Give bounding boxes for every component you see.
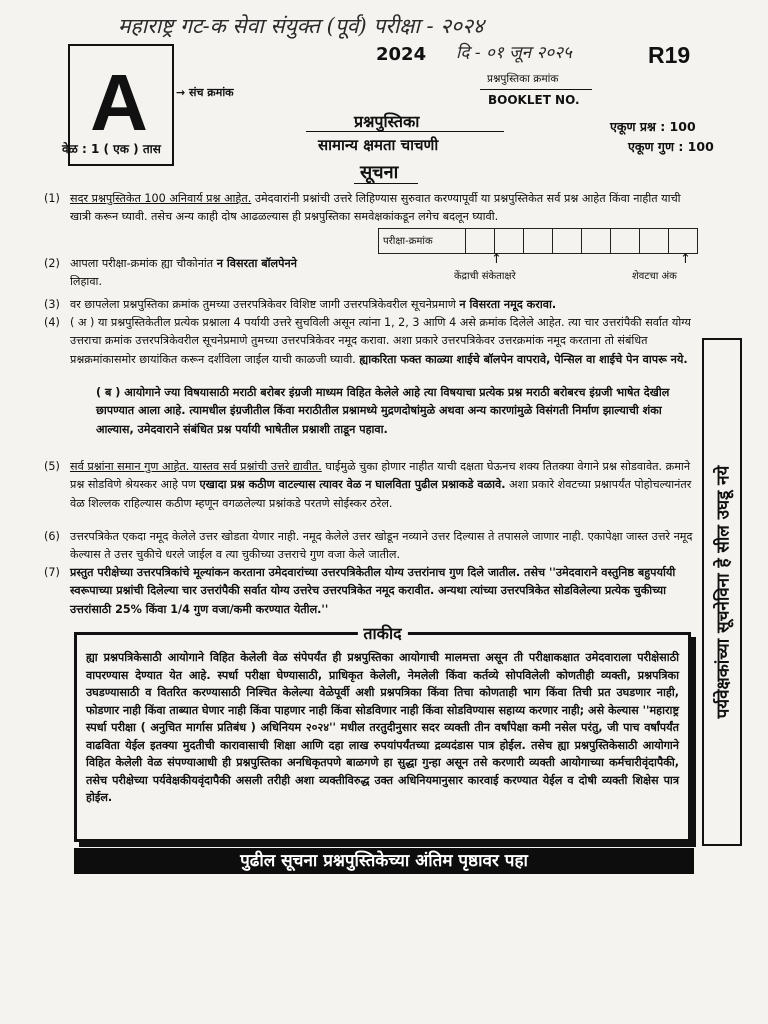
- instruction-1: [44, 190, 694, 227]
- instruction-5-tail: अशा प्रकारे शेवटच्या प्रश्नापर्यंत पोहोचल्यानंतर वेळ शिल्लक राहिल्यास कठीण म्हणून वगळलेल्या प्रश्नांकडे परतणे सोईस्कर ठरेल.: [70, 478, 692, 510]
- warning-box: [74, 624, 691, 842]
- digit-cell[interactable]: [610, 229, 639, 253]
- instruction-4a-text: ( अ ) या प्रश्नपुस्तिकेतील प्रत्येक प्रश्नाला 4 पर्यायी उत्तरे सुचविली असून त्यांना 1, 2, 3 आणि 4 असे क्रमांक दिलेले आहेत. त्या चार उत्तरांपैकी सर्वात योग्य उत्तराचा क्रमांक उत्तरपत्रिकेवरील सूचनेप्रमाणे तुमच्या उत्तरपत्रिकेवर नमूद करावा. अशा प्रकारे उत्तरपत्रिकेवर उत्तरक्रमांक नमूद करताना तो संबंधित प्रश्नक्रमांकासमोर छायांकित करून दर्शविला जाईल याची काळजी घ्यावी.: [70, 316, 691, 366]
- instruction-7: [44, 564, 694, 619]
- heading-underline: [354, 183, 418, 184]
- exam-year: 2024: [376, 44, 427, 65]
- instruction-number: (5): [44, 460, 60, 473]
- instruction-6: [44, 528, 694, 565]
- exam-number-label: परीक्षा-क्रमांक: [383, 236, 433, 247]
- instruction-5: [44, 458, 694, 513]
- last-digit-arrow-icon: ↑: [680, 252, 691, 267]
- instruction-5-lead-2: यास्तव सर्व प्रश्नांची उत्तरे द्यावीत.: [189, 460, 322, 473]
- seal-warning-banner: [702, 338, 742, 846]
- booklet-title: प्रश्नपुस्तिका: [354, 112, 420, 131]
- instruction-1-text: उमेदवारांनी प्रश्नांची उत्तरे लिहिण्यास सुरुवात करण्यापूर्वी या प्रश्नपुस्तिकेत सर्व प्रश्न आहेत किंवा नाहीत याची खात्री करून घ्यावी. तसेच अन्य काही दोष आढळल्यास ही प्रश्नपुस्तिका समवेक्षकांकडून लगेच बदलून घ्यावी.: [70, 192, 681, 224]
- series-label: → संच क्रमांक: [176, 86, 234, 99]
- instruction-number: (4): [44, 316, 60, 329]
- digit-cell[interactable]: [639, 229, 668, 253]
- time-allowed: वेळ : 1 ( एक ) तास: [62, 142, 161, 156]
- instruction-4b: [96, 384, 696, 439]
- instruction-5-emphasis: एखादा प्रश्न कठीण वाटल्यास त्यावर वेळ न घालविता पुढील प्रश्नाकडे वळावे.: [199, 478, 506, 492]
- footer-notice: पुढील सूचना प्रश्नपुस्तिकेच्या अंतिम पृष्ठावर पहा: [74, 848, 694, 874]
- booklet-subtitle: सामान्य क्षमता चाचणी: [318, 136, 439, 154]
- handwritten-date: दि - ०१ जून २०२५: [456, 43, 572, 63]
- seal-warning-text: पर्यवेक्षकांच्या सूचनेविना हे सील उघडू नये: [713, 465, 734, 719]
- digit-cell[interactable]: [552, 229, 581, 253]
- instruction-2: [44, 255, 370, 292]
- instruction-4a-emphasis: ह्याकरिता फक्त काळ्या शाईचे बॉलपेन वापरावे, पेन्सिल वा शाईचे पेन वापरू नये.: [359, 352, 688, 366]
- digit-cell[interactable]: [465, 229, 494, 253]
- instruction-3: [44, 296, 694, 314]
- centre-code-label: केंद्राची संकेताक्षरे: [454, 271, 516, 282]
- instruction-number: (2): [44, 257, 60, 270]
- instruction-5-text: घाईमुळे चुका होणार नाहीत याची दक्षता घेऊनच शक्य तितक्या वेगाने प्रश्न सोडवावेत. क्रमाने प्रश्न सोडविणे श्रेयस्कर आहे पण: [70, 460, 691, 492]
- title-divider: [306, 131, 504, 132]
- instructions-heading: सूचना: [360, 162, 399, 183]
- digit-cell[interactable]: [523, 229, 552, 253]
- digit-cell[interactable]: [668, 229, 697, 253]
- handwritten-exam-title: महाराष्ट्र गट-क सेवा संयुक्त (पूर्व) परीक्षा - २०२४: [118, 14, 484, 38]
- total-questions: एकूण प्रश्न : 100: [610, 119, 696, 134]
- instruction-3-text: वर छापलेला प्रश्नपुस्तिका क्रमांक तुमच्या उत्तरपत्रिकेवर विशिष्ट जागी उत्तरपत्रिकेवरील सूचनेप्रमाणे: [70, 298, 460, 311]
- centre-code-arrow-icon: ↑: [491, 252, 502, 267]
- instruction-2-emphasis: न विसरता बॉलपेनने: [216, 257, 297, 270]
- series-letter: A: [90, 58, 148, 147]
- booklet-label-divider: [480, 89, 592, 90]
- instruction-4a: [44, 314, 694, 369]
- instruction-2-tail: लिहावा.: [70, 275, 102, 289]
- warning-title: ताकीद: [357, 625, 407, 643]
- booklet-label-english: BOOKLET NO.: [488, 93, 580, 107]
- exam-number-box: [378, 228, 698, 254]
- total-marks: एकूण गुण : 100: [628, 139, 714, 154]
- last-digit-label: शेवटचा अंक: [632, 271, 677, 282]
- instruction-number: (6): [44, 530, 60, 543]
- instruction-3-emphasis: न विसरता नमूद करावा.: [459, 298, 557, 311]
- digit-cell[interactable]: [494, 229, 523, 253]
- instruction-4b-text: ( ब ) आयोगाने ज्या विषयासाठी मराठी बरोबर इंग्रजी माध्यम विहित केलेले आहे त्या विषयाचा प्रत्येक प्रश्न मराठी बरोबरच इंग्रजी भाषेत देखील छापण्यात आला आहे. त्यामधील इंग्रजीतील किंवा मराठीतील प्रश्नामध्ये मुद्रणदोषांमुळे अथवा अन्य कारणांमुळे विसंगती निर्माण झाल्याची शंका आल्यास, उमेदवाराने संबंधित प्रश्न पर्यायी भाषेतील प्रश्नाशी ताडून पहावा.: [96, 386, 670, 436]
- exam-number-cells[interactable]: [465, 229, 697, 253]
- paper-code: R19: [648, 42, 691, 68]
- instruction-number: (1): [44, 192, 60, 205]
- instruction-number: (3): [44, 298, 60, 311]
- instruction-2-text: आपला परीक्षा-क्रमांक ह्या चौकोनांत: [70, 257, 217, 270]
- digit-cell[interactable]: [581, 229, 610, 253]
- instruction-5-lead: सर्व प्रश्नांना समान गुण आहेत.: [70, 460, 190, 473]
- instruction-number: (7): [44, 566, 60, 579]
- warning-body: ह्या प्रश्नपत्रिकेसाठी आयोगाने विहित केलेली वेळ संपेपर्यंत ही प्रश्नपुस्तिका आयोगाची मालमत्ता असून ती परीक्षाकक्षात उमेदवाराला परीक्षेसाठी वापरण्यास देण्यात येत आहे. स्पर्धा परीक्षा घेण्यासाठी, प्राधिकृत केलेली, नेमलेली किंवा कर्तव्ये सोपविलेली कोणतीही व्यक्ती, प्रश्नपत्रिका उघडण्यासाठी व वितरित करण्यासाठी निश्चित केलेल्या वेळेपूर्वी अशी प्रश्नपत्रिका किंवा तिचा कोणताही भाग किंवा तिची प्रत उघडणार नाही, फोडणार नाही किंवा ताब्यात घेणार नाही किंवा पाहणार नाही किंवा सोडविणार नाही किंवा सोडविण्यास सहाय्य करणार नाही; असे केल्यास ''महाराष्ट्र स्पर्धा परीक्षा ( अनुचित मार्गास प्रतिबंध ) अधिनियम २०२४'' मधील तरतुदीनुसार सदर व्यक्ती तीन वर्षांपेक्षा कमी नसेल परंतु, जी पाच वर्षांपर्यंत वाढविता येईल इतक्या मुदतीची कारावासाची शिक्षा आणि दहा लाख रुपयांपर्यंतच्या द्रव्यदंडास पात्र होईल. तसेच ह्या प्रश्नपुस्तिकेसाठी आयोगाने विहित केलेली वेळ संपण्याआधी ही प्रश्नपुस्तिका अनधिकृतपणे बाळगणे हा सुद्धा गुन्हा असून तसे करणारी व्यक्ती आयोगाच्या कर्मचारीवृंदापैकी, तसेच परीक्षेच्या पर्यवेक्षकीयवृंदापैकी असली तरीही अशा व्यक्तीविरुद्ध उक्त अधिनियमानुसार कारवाई करण्यात येईल व दोषी व्यक्ती शिक्षेस पात्र होईल.: [86, 651, 679, 804]
- instruction-1-lead: सदर प्रश्नपुस्तिकेत 100 अनिवार्य प्रश्न आहेत.: [70, 192, 252, 205]
- instruction-7-text: प्रस्तुत परीक्षेच्या उत्तरपत्रिकांचे मूल्यांकन करताना उमेदवारांच्या उत्तरपत्रिकेतील योग्य उत्तरांनाच गुण दिले जातील. तसेच ''उमेदवाराने वस्तुनिष्ठ बहुपर्यायी स्वरूपाच्या प्रश्नांची दिलेल्या चार उत्तरांपैकी सर्वात योग्य उत्तरेच उत्तरपत्रिकेत नमूद करावीत. अन्यथा त्यांच्या उत्तरपत्रिकेत सोडविलेल्या प्रत्येक चुकीच्या उत्तरांसाठी 25% किंवा 1/4 गुण वजा/कमी करण्यात येतील.'': [70, 566, 676, 616]
- booklet-label-marathi: प्रश्नपुस्तिका क्रमांक: [487, 73, 559, 85]
- instruction-6-text: उत्तरपत्रिकेत एकदा नमूद केलेले उत्तर खोडता येणार नाही. नमूद केलेले उत्तर खोडून नव्याने उत्तर दिल्यास ते तपासले जाणार नाही. एकापेक्षा जास्त उत्तरे नमूद केल्यास ते उत्तर चुकीचे धरले जाईल व त्या चुकीच्या उत्तराचे गुण वजा केले जातील.: [70, 530, 693, 562]
